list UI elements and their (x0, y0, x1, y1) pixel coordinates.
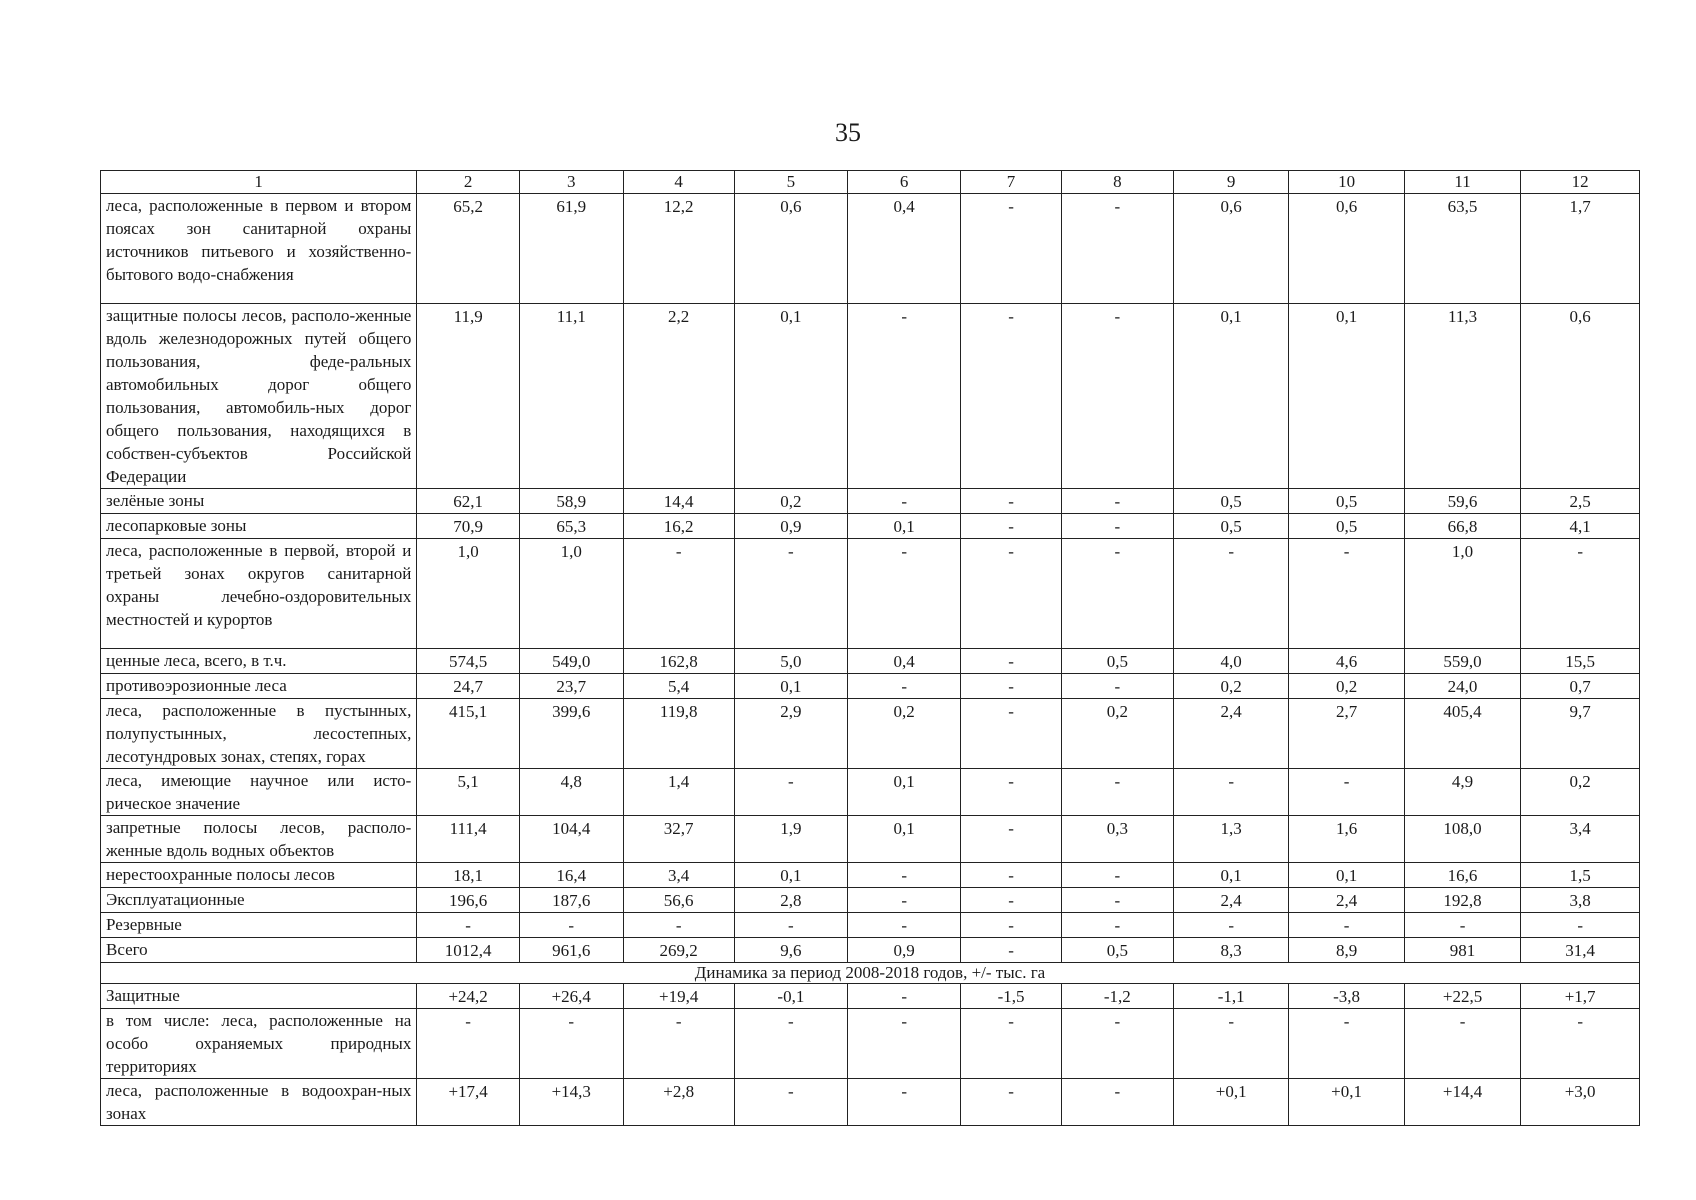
table-cell: - (1173, 539, 1288, 649)
table-cell: +17,4 (417, 1079, 520, 1126)
table-cell: - (1173, 913, 1288, 938)
column-header: 1 (101, 171, 417, 194)
table-cell: - (848, 539, 961, 649)
table-cell: 559,0 (1404, 649, 1520, 674)
column-header: 6 (848, 171, 961, 194)
table-row (101, 304, 1640, 489)
row-label: леса, имеющие научное или исто-рическое значение (101, 769, 417, 816)
table-cell: - (1061, 514, 1173, 539)
table-row (101, 863, 1640, 888)
table-cell: - (961, 514, 1061, 539)
table-cell: 187,6 (519, 888, 623, 913)
table-cell: 111,4 (417, 816, 520, 863)
table-cell: - (961, 539, 1061, 649)
table-cell: - (734, 769, 847, 816)
table-cell: +1,7 (1521, 984, 1640, 1009)
table-cell: - (961, 913, 1061, 938)
table-cell: 65,3 (519, 514, 623, 539)
table-cell: 405,4 (1404, 699, 1520, 769)
table-cell: 2,5 (1521, 489, 1640, 514)
row-label: нерестоохранные полосы лесов (101, 863, 417, 888)
table-cell: - (1173, 769, 1288, 816)
table-cell: - (961, 489, 1061, 514)
table-cell: 4,1 (1521, 514, 1640, 539)
table-cell: 0,1 (848, 769, 961, 816)
table-cell: 2,4 (1289, 888, 1404, 913)
table-cell: -1,5 (961, 984, 1061, 1009)
table-cell: 1,3 (1173, 816, 1288, 863)
table-cell: 3,4 (1521, 816, 1640, 863)
table-cell: - (961, 1079, 1061, 1126)
table-cell: 1,4 (623, 769, 734, 816)
table-row (101, 649, 1640, 674)
table-row (101, 938, 1640, 963)
column-header: 12 (1521, 171, 1640, 194)
row-label: защитные полосы лесов, располо-женные вдоль железнодорожных путей общего пользования, феде-ральных автомобильных дорог общего пользования, автомобиль-ных дорог общего пользования, находящихся в собствен-субъектов Российской Федерации (101, 304, 417, 489)
table-cell: - (519, 913, 623, 938)
table-cell: - (1289, 769, 1404, 816)
table-cell: 0,2 (1173, 674, 1288, 699)
table-cell: 0,2 (848, 699, 961, 769)
table-cell: 15,5 (1521, 649, 1640, 674)
table-cell: 2,8 (734, 888, 847, 913)
page-number: 35 (835, 118, 861, 147)
table-cell: 9,7 (1521, 699, 1640, 769)
table-cell: - (734, 913, 847, 938)
row-label: Защитные (101, 984, 417, 1009)
table-cell: 0,2 (1289, 674, 1404, 699)
table-cell: -3,8 (1289, 984, 1404, 1009)
dynamics-row (101, 984, 1640, 1009)
table-cell: 0,1 (1173, 863, 1288, 888)
table-cell: - (1061, 913, 1173, 938)
table-cell: - (961, 194, 1061, 304)
table-cell: 16,2 (623, 514, 734, 539)
table-cell: - (1061, 769, 1173, 816)
table-cell: - (1061, 489, 1173, 514)
table-cell: - (417, 913, 520, 938)
table-cell: +0,1 (1173, 1079, 1288, 1126)
table-cell: 119,8 (623, 699, 734, 769)
table-cell: +22,5 (1404, 984, 1520, 1009)
table-cell: 1,0 (519, 539, 623, 649)
table-cell: 2,4 (1173, 699, 1288, 769)
table-cell: +26,4 (519, 984, 623, 1009)
table-row (101, 194, 1640, 304)
table-cell: -1,1 (1173, 984, 1288, 1009)
table-cell: 0,1 (1289, 304, 1404, 489)
table-cell: - (1061, 194, 1173, 304)
table-cell: - (1289, 539, 1404, 649)
table-cell: +24,2 (417, 984, 520, 1009)
column-header: 7 (961, 171, 1061, 194)
table-cell: 0,5 (1061, 649, 1173, 674)
table-cell: - (848, 984, 961, 1009)
table-cell: - (961, 938, 1061, 963)
column-header: 3 (519, 171, 623, 194)
table-cell: - (961, 699, 1061, 769)
table-cell: +2,8 (623, 1079, 734, 1126)
table-cell: 0,6 (734, 194, 847, 304)
table-cell: - (1061, 863, 1173, 888)
table-cell: 11,9 (417, 304, 520, 489)
table-cell: 0,4 (848, 194, 961, 304)
column-header: 4 (623, 171, 734, 194)
table-row (101, 888, 1640, 913)
column-header: 10 (1289, 171, 1404, 194)
table-cell: 961,6 (519, 938, 623, 963)
table-row (101, 539, 1640, 649)
table-cell: - (1404, 913, 1520, 938)
table-cell: -1,2 (1061, 984, 1173, 1009)
table-cell: 5,1 (417, 769, 520, 816)
table-cell: 104,4 (519, 816, 623, 863)
table-cell: - (1061, 888, 1173, 913)
table-cell: - (1521, 913, 1640, 938)
table-cell: - (848, 674, 961, 699)
table-cell: 2,9 (734, 699, 847, 769)
table-cell: 4,0 (1173, 649, 1288, 674)
table-cell: - (1061, 539, 1173, 649)
table-cell: 0,2 (734, 489, 847, 514)
table-cell: 0,6 (1521, 304, 1640, 489)
row-label: леса, расположенные в первой, второй и третьей зонах округов санитарной охраны лечебно-оздоровительных местностей и курортов (101, 539, 417, 649)
table-cell: 66,8 (1404, 514, 1520, 539)
table-cell: 16,4 (519, 863, 623, 888)
table-cell: 192,8 (1404, 888, 1520, 913)
table-cell: 58,9 (519, 489, 623, 514)
table-cell: 549,0 (519, 649, 623, 674)
table-cell: 269,2 (623, 938, 734, 963)
table-cell: 56,6 (623, 888, 734, 913)
table-cell: 0,6 (1289, 194, 1404, 304)
table-cell: 0,5 (1061, 938, 1173, 963)
table-cell: 4,9 (1404, 769, 1520, 816)
table-cell: 32,7 (623, 816, 734, 863)
table-row (101, 674, 1640, 699)
table-cell: +0,1 (1289, 1079, 1404, 1126)
row-label: зелёные зоны (101, 489, 417, 514)
table-cell: - (1404, 1009, 1520, 1079)
table-cell: 1,7 (1521, 194, 1640, 304)
table-cell: 8,9 (1289, 938, 1404, 963)
table-cell: 0,5 (1173, 489, 1288, 514)
section-row (101, 963, 1640, 984)
table-cell: 196,6 (417, 888, 520, 913)
table-cell: - (961, 1009, 1061, 1079)
table-cell: 0,1 (734, 674, 847, 699)
table-cell: - (1061, 1009, 1173, 1079)
column-header: 2 (417, 171, 520, 194)
row-label: леса, расположенные в первом и втором поясах зон санитарной охраны источников питьевого и хозяйственно-бытового водо-снабжения (101, 194, 417, 304)
table-cell: 65,2 (417, 194, 520, 304)
table-cell: - (623, 913, 734, 938)
column-header: 5 (734, 171, 847, 194)
table-cell: 4,8 (519, 769, 623, 816)
table-cell: 0,2 (1521, 769, 1640, 816)
table-cell: 70,9 (417, 514, 520, 539)
row-label: леса, расположенные в пустынных, полупустынных, лесостепных, лесотундровых зонах, степях, горах (101, 699, 417, 769)
table-cell: 3,8 (1521, 888, 1640, 913)
table-cell: 2,7 (1289, 699, 1404, 769)
table-cell: - (848, 1079, 961, 1126)
table-cell: 0,1 (734, 863, 847, 888)
table-cell: 0,6 (1173, 194, 1288, 304)
table-cell: 18,1 (417, 863, 520, 888)
table-row (101, 699, 1640, 769)
table-cell: 0,5 (1289, 514, 1404, 539)
section-title: Динамика за период 2008-2018 годов, +/- тыс. га (101, 963, 1640, 984)
table-cell: - (1061, 1079, 1173, 1126)
row-label: Всего (101, 938, 417, 963)
table-cell: - (1173, 1009, 1288, 1079)
table-cell: - (1521, 1009, 1640, 1079)
table-cell: 0,9 (734, 514, 847, 539)
table-cell: 24,7 (417, 674, 520, 699)
table-cell: 1,6 (1289, 816, 1404, 863)
row-label: ценные леса, всего, в т.ч. (101, 649, 417, 674)
table-cell: - (848, 489, 961, 514)
table-cell: 399,6 (519, 699, 623, 769)
table-cell: 59,6 (1404, 489, 1520, 514)
table-cell: - (961, 674, 1061, 699)
table-cell: 0,1 (848, 514, 961, 539)
table-cell: 0,1 (1289, 863, 1404, 888)
row-label: запретные полосы лесов, располо-женные вдоль водных объектов (101, 816, 417, 863)
table-cell: 23,7 (519, 674, 623, 699)
table-cell: - (623, 539, 734, 649)
table-cell: - (961, 304, 1061, 489)
table-cell: - (961, 816, 1061, 863)
table-cell: 31,4 (1521, 938, 1640, 963)
table-cell: - (848, 863, 961, 888)
table-cell: 0,1 (848, 816, 961, 863)
row-label: леса, расположенные в водоохран-ных зонах (101, 1079, 417, 1126)
table-cell: 4,6 (1289, 649, 1404, 674)
table-cell: 981 (1404, 938, 1520, 963)
table-cell: 24,0 (1404, 674, 1520, 699)
table-cell: - (848, 1009, 961, 1079)
row-label: противоэрозионные леса (101, 674, 417, 699)
table-cell: 11,3 (1404, 304, 1520, 489)
table-cell: 3,4 (623, 863, 734, 888)
table-cell: 0,5 (1173, 514, 1288, 539)
table-row (101, 816, 1640, 863)
table-row (101, 489, 1640, 514)
table-cell: - (734, 539, 847, 649)
table-cell: 1,5 (1521, 863, 1640, 888)
table-cell: +14,3 (519, 1079, 623, 1126)
table-cell: 0,9 (848, 938, 961, 963)
table-cell: - (623, 1009, 734, 1079)
table-cell: - (734, 1079, 847, 1126)
table-cell: - (1061, 304, 1173, 489)
row-label: Эксплуатационные (101, 888, 417, 913)
table-cell: - (519, 1009, 623, 1079)
table-row (101, 769, 1640, 816)
row-label: в том числе: леса, расположенные на особо охраняемых природных территориях (101, 1009, 417, 1079)
table-cell: - (848, 888, 961, 913)
table-cell: 11,1 (519, 304, 623, 489)
row-label: Резервные (101, 913, 417, 938)
dynamics-row (101, 1009, 1640, 1079)
table-cell: +14,4 (1404, 1079, 1520, 1126)
table-cell: 14,4 (623, 489, 734, 514)
table-cell: - (961, 649, 1061, 674)
table-cell: 5,0 (734, 649, 847, 674)
table-cell: - (961, 769, 1061, 816)
table-header-row (101, 171, 1640, 194)
table-row (101, 913, 1640, 938)
table-cell: 2,4 (1173, 888, 1288, 913)
table-cell: 63,5 (1404, 194, 1520, 304)
dynamics-row (101, 1079, 1640, 1126)
table-cell: 162,8 (623, 649, 734, 674)
table-cell: 108,0 (1404, 816, 1520, 863)
table-cell: 16,6 (1404, 863, 1520, 888)
table-cell: - (417, 1009, 520, 1079)
table-cell: 1,0 (417, 539, 520, 649)
table-cell: - (1289, 1009, 1404, 1079)
table-cell: - (1061, 674, 1173, 699)
column-header: 9 (1173, 171, 1288, 194)
table-cell: 0,7 (1521, 674, 1640, 699)
table-cell: 12,2 (623, 194, 734, 304)
table-cell: 9,6 (734, 938, 847, 963)
table-cell: 0,4 (848, 649, 961, 674)
table-cell: 0,5 (1289, 489, 1404, 514)
table-cell: 0,1 (1173, 304, 1288, 489)
table-cell: 415,1 (417, 699, 520, 769)
table-cell: 61,9 (519, 194, 623, 304)
table-cell: - (1521, 539, 1640, 649)
table-cell: - (848, 913, 961, 938)
row-label: лесопарковые зоны (101, 514, 417, 539)
table-cell: 1012,4 (417, 938, 520, 963)
forest-statistics-table (100, 170, 1640, 1126)
table-cell: 0,2 (1061, 699, 1173, 769)
table-row (101, 514, 1640, 539)
table-cell: - (961, 888, 1061, 913)
column-header: 11 (1404, 171, 1520, 194)
table-cell: - (961, 863, 1061, 888)
table-cell: 574,5 (417, 649, 520, 674)
table-cell: 1,9 (734, 816, 847, 863)
table-cell: -0,1 (734, 984, 847, 1009)
column-header: 8 (1061, 171, 1173, 194)
table-cell: 2,2 (623, 304, 734, 489)
table-cell: 0,3 (1061, 816, 1173, 863)
table-cell: 62,1 (417, 489, 520, 514)
table-cell: +19,4 (623, 984, 734, 1009)
table-cell: +3,0 (1521, 1079, 1640, 1126)
table-cell: 5,4 (623, 674, 734, 699)
table-cell: 8,3 (1173, 938, 1288, 963)
table-cell: 1,0 (1404, 539, 1520, 649)
table-cell: - (1289, 913, 1404, 938)
table-cell: 0,1 (734, 304, 847, 489)
table-cell: - (848, 304, 961, 489)
table-cell: - (734, 1009, 847, 1079)
